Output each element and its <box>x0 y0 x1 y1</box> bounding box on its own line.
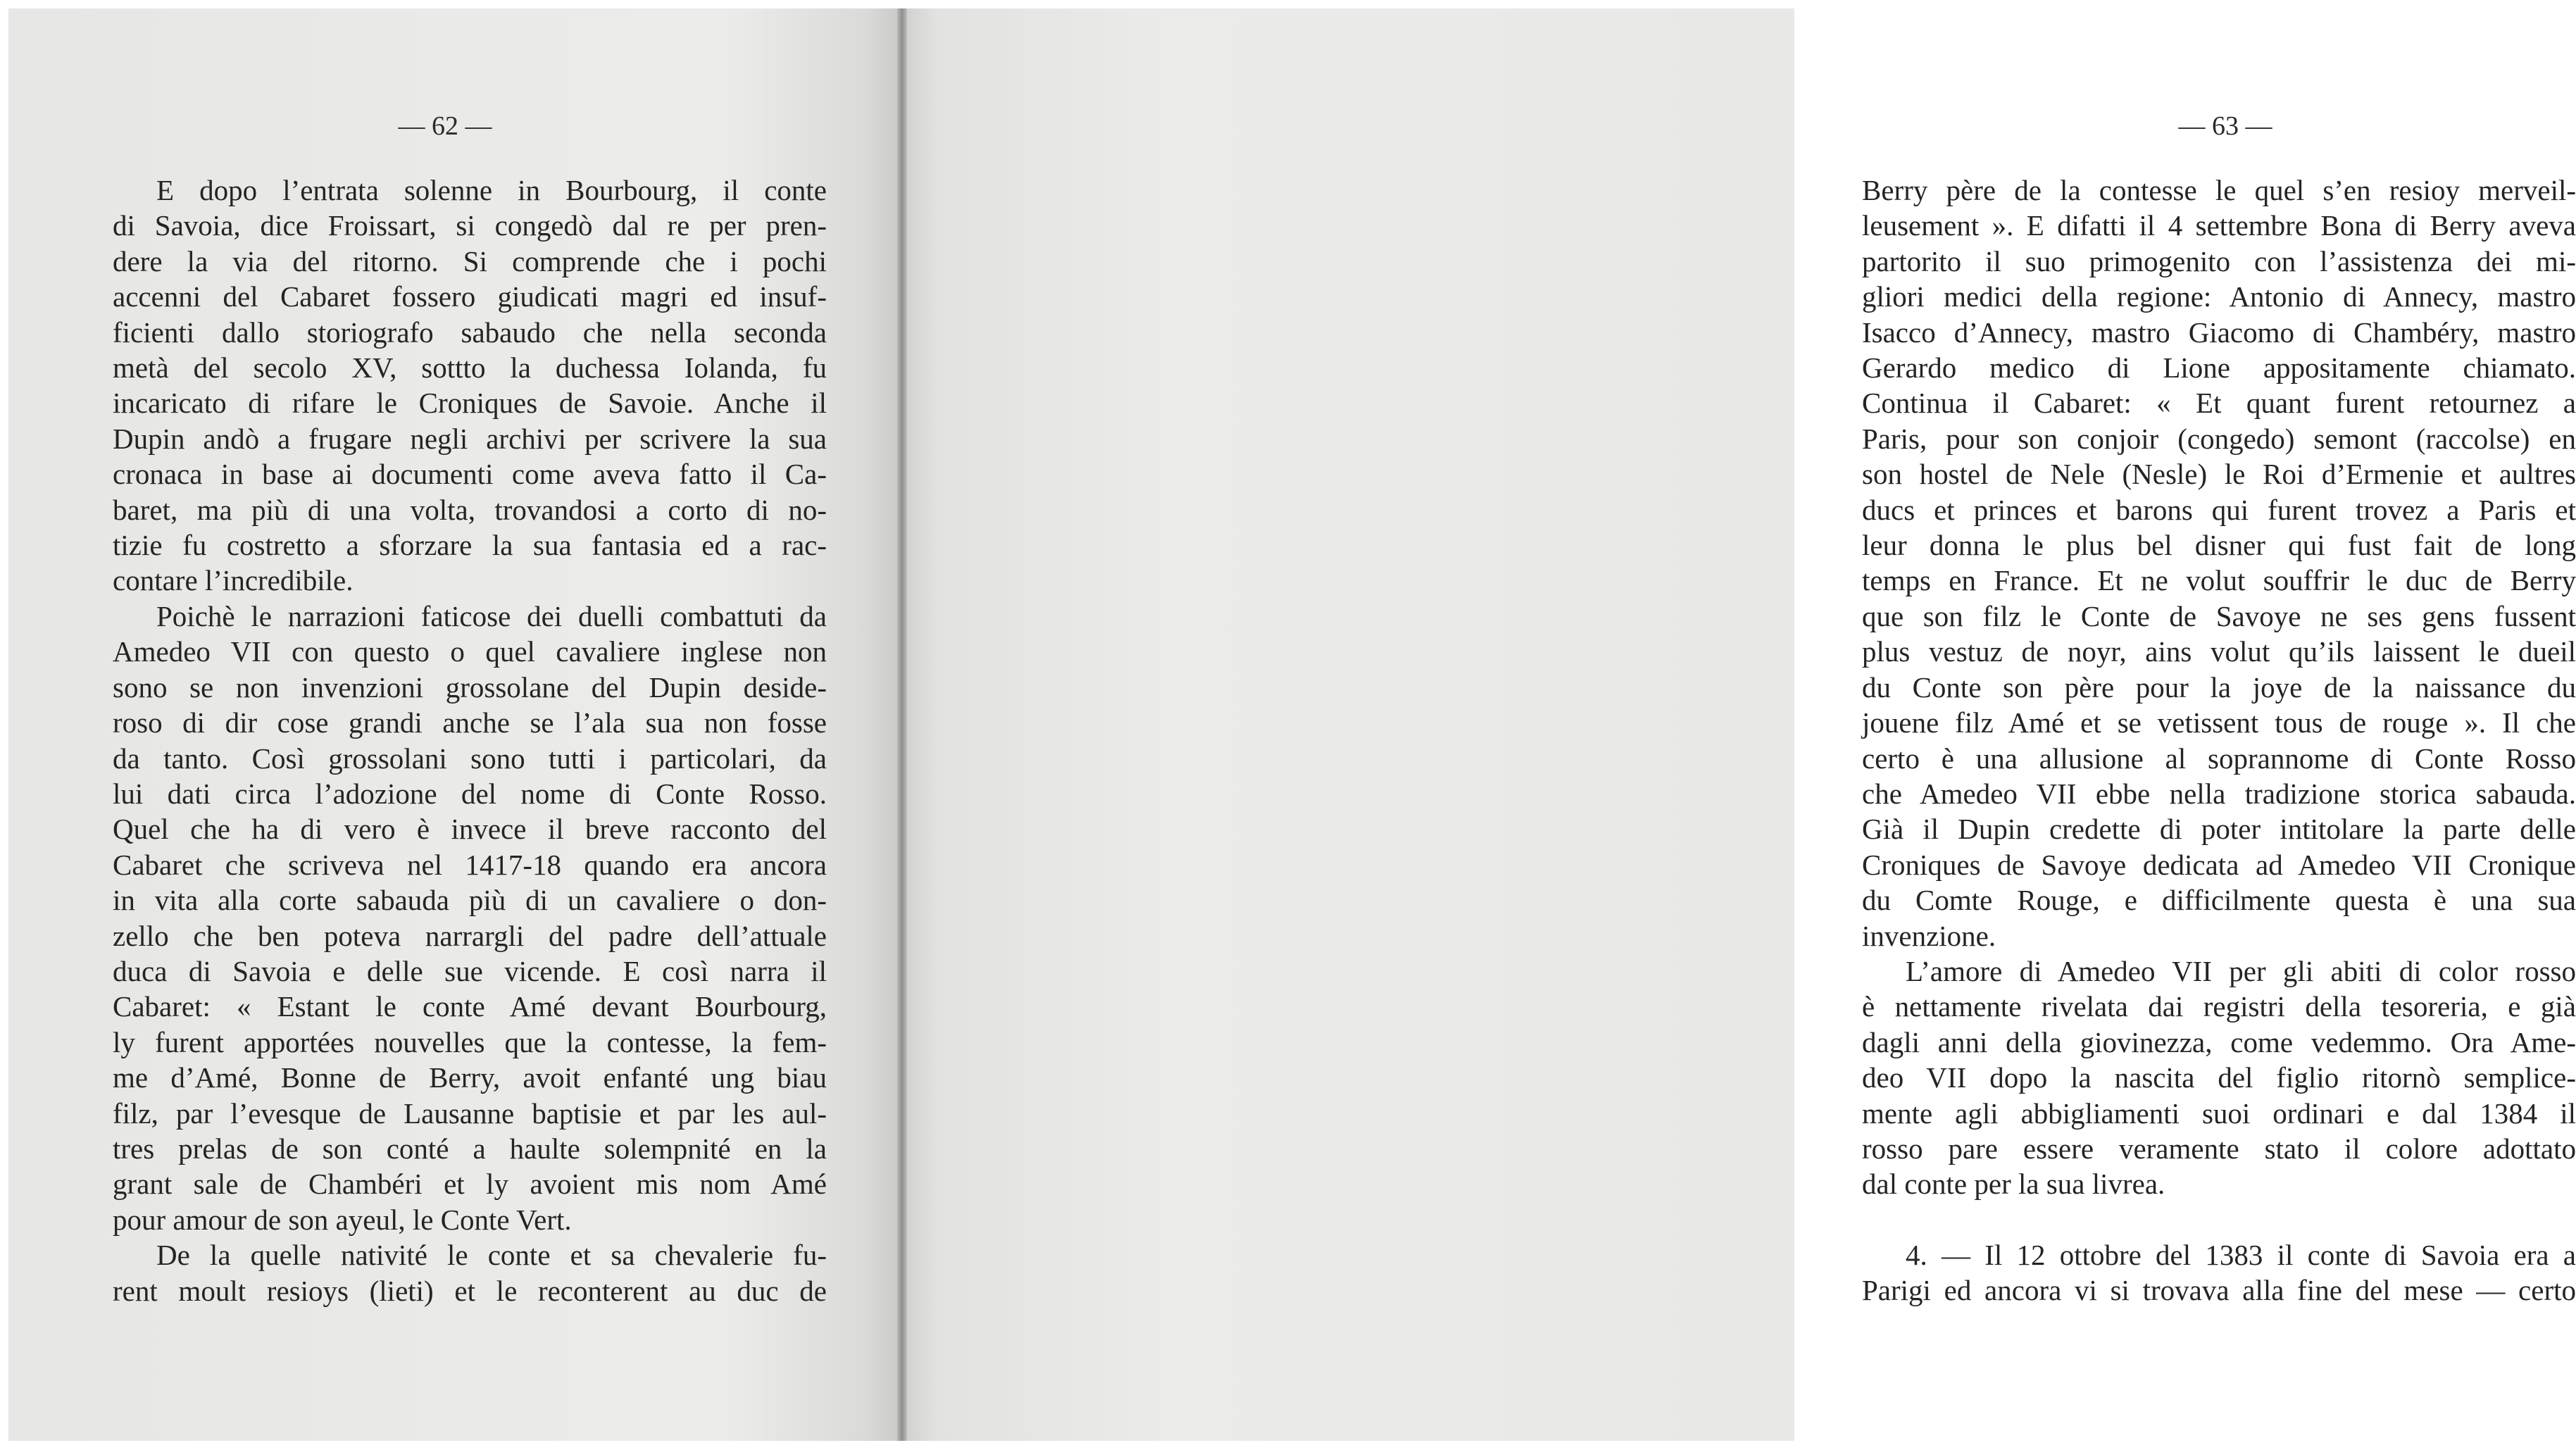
right-page <box>901 8 2576 1441</box>
text-line: roso di dir cose grandi anche se l’ala sua non fosse <box>113 706 827 739</box>
text-line: leur donna le plus bel disner qui fust fait de long <box>1862 529 2576 562</box>
text-line: accenni del Cabaret fossero giudicati magri ed insuf- <box>113 280 827 313</box>
text-line: me d’Amé, Bonne de Berry, avoit enfanté ung biau <box>113 1061 827 1094</box>
text-line: gliori medici della regione: Antonio di Annecy, mastro <box>1862 280 2576 313</box>
text-line: invenzione. <box>1862 919 1996 952</box>
text-line: sono se non invenzioni grossolane del Dupin deside- <box>113 670 827 704</box>
text-line: temps en France. Et ne volut souffrir le duc de Berry <box>1862 564 2576 597</box>
text-line: du Conte son père pour la joye de la naissance du <box>1862 670 2576 704</box>
text-line: baret, ma più di una volta, trovandosi a corto di no- <box>113 493 827 526</box>
text-line: incaricato di rifare le Croniques de Savoie. Anche il <box>113 387 827 420</box>
page-number: — 63 — <box>2178 111 2272 141</box>
text-line: E dopo l’entrata solenne in Bourbourg, il conte <box>156 174 827 206</box>
text-line: dere la via del ritorno. Si comprende che i pochi <box>113 244 827 277</box>
text-line: cronaca in base ai documenti come aveva fatto il Ca- <box>113 458 827 491</box>
text-line: è nettamente rivelata dai registri della tesoreria, e già <box>1862 990 2576 1023</box>
text-line: Gerardo medico di Lione appositamente chiamato. <box>1862 351 2576 385</box>
text-line: deo VII dopo la nascita del figlio ritornò semplice- <box>1862 1061 2576 1094</box>
text-line: Amedeo VII con questo o quel cavaliere inglese non <box>113 635 827 668</box>
text-line: certo è una allusione al soprannome di Conte Rosso <box>1862 742 2576 775</box>
text-line: dal conte per la sua livrea. <box>1862 1168 2165 1201</box>
text-line: Cabaret che scriveva nel 1417-18 quando era ancora <box>113 848 827 881</box>
book-gutter <box>897 8 907 1441</box>
text-line: plus vestuz de noyr, ains volut qu’ils laissent le dueil <box>1862 635 2576 668</box>
text-line: Poichè le narrazioni faticose dei duelli combattuti da <box>156 599 827 632</box>
text-line: da tanto. Così grossolani sono tutti i particolari, da <box>113 742 827 775</box>
text-line: grant sale de Chambéri et ly avoient mis nom Amé <box>113 1168 827 1201</box>
text-line: son hostel de Nele (Nesle) le Roi d’Ermenie et aultres <box>1862 458 2576 491</box>
text-line: Isacco d’Annecy, mastro Giacomo di Chambéry, mastro <box>1862 315 2576 349</box>
text-line: rosso pare essere veramente stato il colore adottato <box>1862 1132 2576 1165</box>
text-line: jouene filz Amé et se vetissent tous de rouge ». Il che <box>1862 706 2576 739</box>
text-line: mente agli abbigliamenti suoi ordinari e dal 1384 il <box>1862 1096 2576 1130</box>
text-line: contare l’incredibile. <box>113 564 354 597</box>
page-number: — 62 — <box>398 111 492 141</box>
text-line: rent moult resioys (lieti) et le reconterent au duc de <box>113 1274 827 1307</box>
text-line: partorito il suo primogenito con l’assistenza dei mi- <box>1862 244 2576 277</box>
text-line: duca di Savoia e delle sue vicende. E così narra il <box>113 954 827 987</box>
text-line: 4. — Il 12 ottobre del 1383 il conte di Savoia era a <box>1906 1238 2576 1271</box>
text-line: di Savoia, dice Froissart, si congedò dal re per pren- <box>113 209 827 242</box>
text-line: zello che ben poteva narrargli del padre dell’attuale <box>113 919 827 952</box>
text-line: que son filz le Conte de Savoye ne ses gens fussent <box>1862 599 2576 632</box>
body-text <box>113 173 827 1308</box>
text-line: lui dati circa l’adozione del nome di Conte Rosso. <box>113 777 827 810</box>
text-line: tres prelas de son conté a haulte solempnité en la <box>113 1132 827 1165</box>
text-line: ducs et princes et barons qui furent trovez a Paris et <box>1862 493 2576 526</box>
text-line: filz, par l’evesque de Lausanne baptisie et par les aul- <box>113 1096 827 1130</box>
text-line: Dupin andò a frugare negli archivi per scrivere la sua <box>113 422 827 455</box>
text-line: Quel che ha di vero è invece il breve racconto del <box>113 813 827 846</box>
text-line: metà del secolo XV, sottto la duchessa Iolanda, fu <box>113 351 827 385</box>
text-line: Cabaret: « Estant le conte Amé devant Bourbourg, <box>113 990 827 1023</box>
text-line: De la quelle nativité le conte et sa chevalerie fu- <box>156 1239 827 1272</box>
text-line: ly furent apportées nouvelles que la contesse, la fem- <box>113 1025 827 1058</box>
left-page <box>8 8 901 1441</box>
text-line: Berry père de la contesse le quel s’en resioy merveil- <box>1862 174 2576 206</box>
text-line: pour amour de son ayeul, le Conte Vert. <box>113 1203 572 1236</box>
text-line: che Amedeo VII ebbe nella tradizione storica sabauda. <box>1862 777 2576 810</box>
text-line: Già il Dupin credette di poter intitolare la parte delle <box>1862 813 2576 846</box>
text-line: Croniques de Savoye dedicata ad Amedeo VII Cronique <box>1862 848 2576 881</box>
body-text <box>1862 173 2576 1308</box>
text-line: du Comte Rouge, e difficilmente questa è una sua <box>1862 884 2576 917</box>
text-line: Continua il Cabaret: « Et quant furent retournez a <box>1862 387 2576 420</box>
text-line: in vita alla corte sabauda più di un cavaliere o don- <box>113 884 827 917</box>
book-spread <box>8 8 2576 1441</box>
text-line: Parigi ed ancora vi si trovava alla fine del mese — certo <box>1862 1274 2576 1307</box>
text-line: L’amore di Amedeo VII per gli abiti di color rosso <box>1906 954 2576 987</box>
text-line: Paris, pour son conjoir (congedo) semont (raccolse) en <box>1862 422 2576 455</box>
text-line: dagli anni della giovinezza, come vedemmo. Ora Ame- <box>1862 1025 2576 1058</box>
text-line: ficienti dallo storiografo sabaudo che nella seconda <box>113 315 827 349</box>
text-line: tizie fu costretto a sforzare la sua fantasia ed a rac- <box>113 529 827 562</box>
text-line: leusement ». E difatti il 4 settembre Bona di Berry aveva <box>1862 209 2576 242</box>
